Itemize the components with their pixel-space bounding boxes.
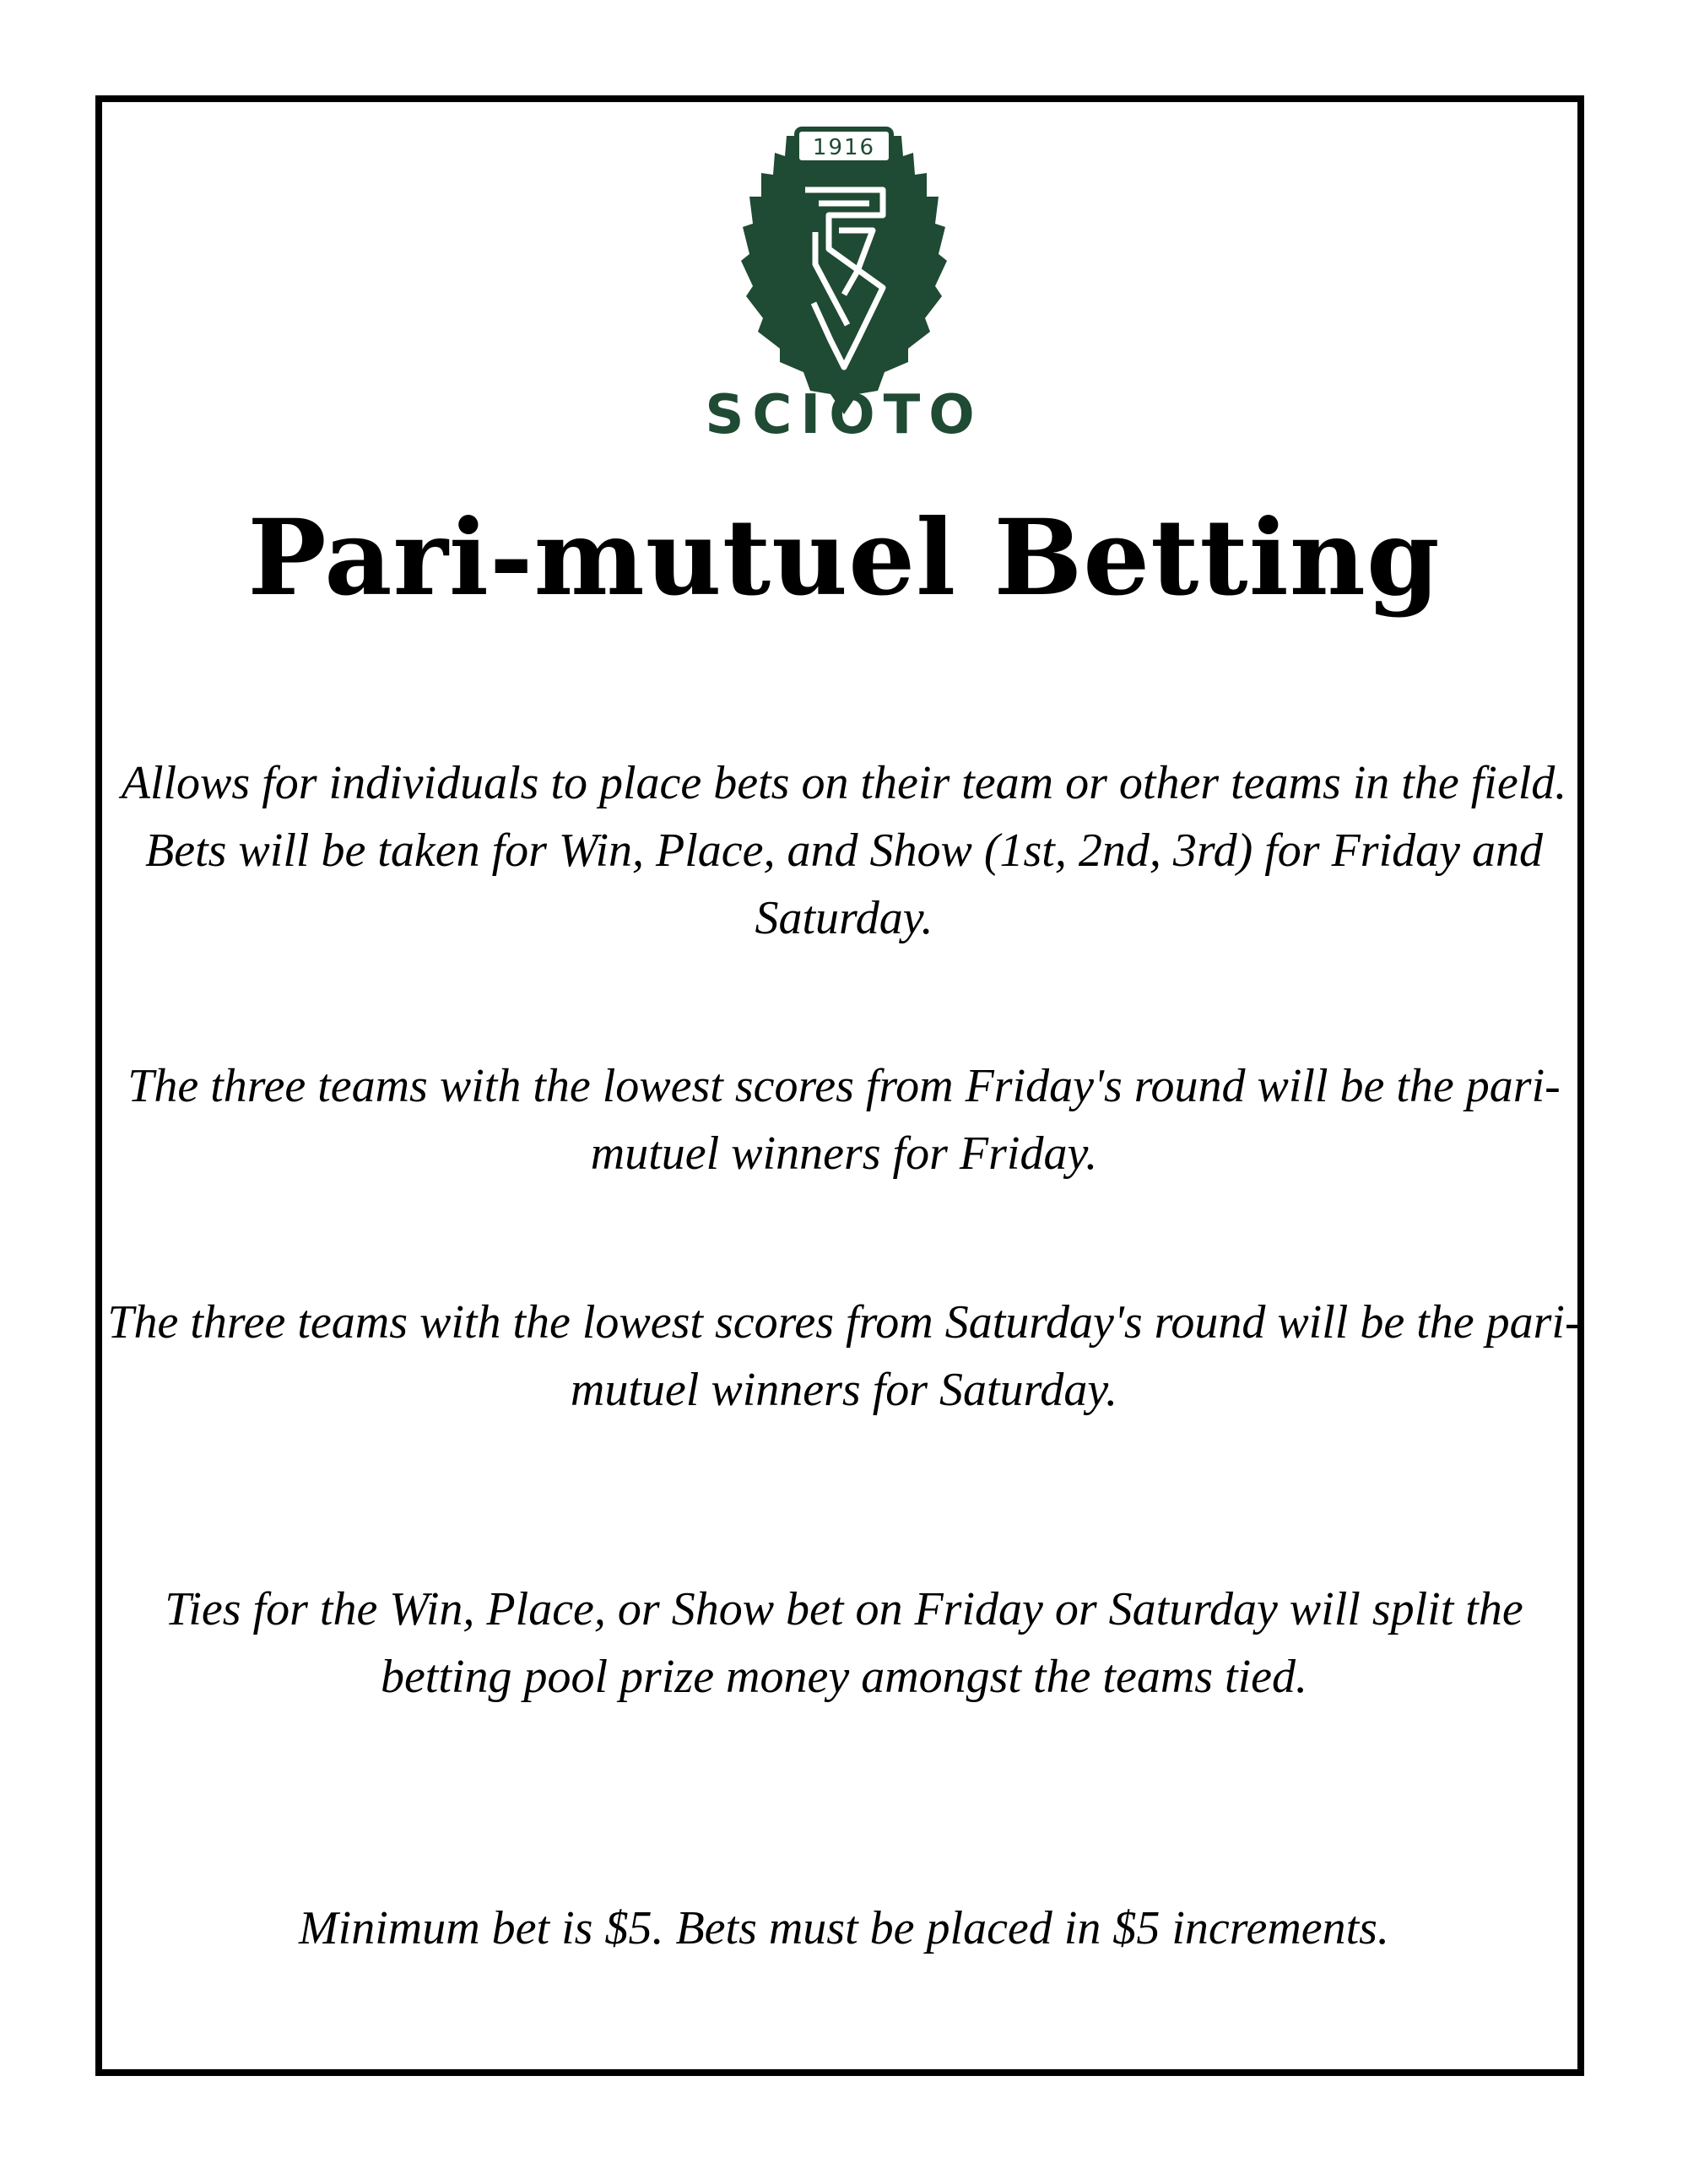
ties-rule: Ties for the Win, Place, or Show bet on Friday or Saturday will split the betting pool prize money amongst the teams tied. [165,1583,1523,1703]
logo-year: 1916 [812,135,876,160]
arrowhead-shield-icon [741,136,947,414]
minimum-bet-rule: Minimum bet is $5. Bets must be placed in $5 increments. [299,1902,1389,1954]
scioto-logo [692,122,996,443]
page-title: Pari-mutuel Betting [247,497,1441,619]
saturday-winners-rule: The three teams with the lowest scores from Saturday's round will be the pari-mutuel winners for Saturday. [107,1296,1581,1416]
logo-wordmark: SCIOTO [705,384,983,443]
betting-description: Allows for individuals to place bets on their team or other teams in the field. Bets will be taken for Win, Place, and Show (1st, 2nd, 3rd) for Friday and Saturday. [121,757,1567,944]
friday-winners-rule: The three teams with the lowest scores from Friday's round will be the pari-mutuel winners for Friday. [127,1060,1561,1180]
